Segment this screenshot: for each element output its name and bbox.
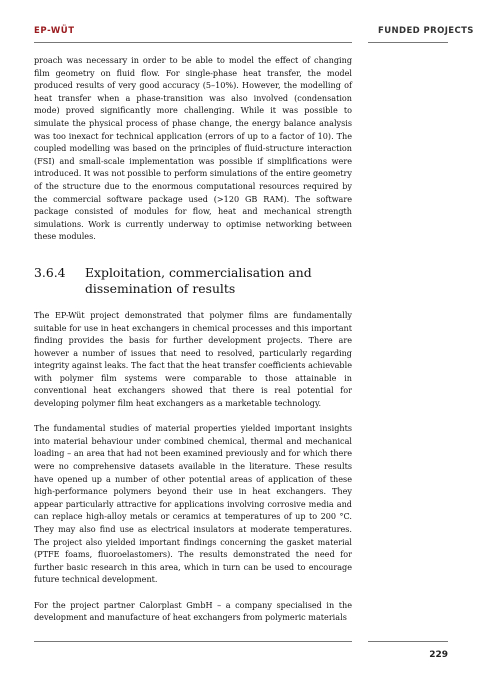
- section-title: Exploitation, commercialisation and dissemination of results: [85, 264, 312, 296]
- header-rule-right: [368, 42, 448, 43]
- paragraph-1: proach was necessary in order to be able to model the effect of changing film geometry on fluid flow. For single-phase heat transfer, the model produced results of very good accuracy (5–10%). However, the modelling of heat transfer when a phase-transition was also involved (condensation mode) proved significantly more challenging. While it was possible to simulate the physical process of phase change, the energy balance analysis was too inexact for technical application (errors of up to a factor of 10). The coupled modelling was based on the principles of fluid-structure interaction (FSI) and small-scale implementation was possible if simplifications were introduced. It was not possible to perform simulations of the entire geometry of the structure due to the enormous computational resources required by the commercial software package used (>120 GB RAM). The software package consisted of modules for flow, heat and mechanical strength simulations. Work is currently underway to optimise networking between these modules.: [34, 55, 352, 242]
- paragraph-2: The EP-Wüt project demonstrated that polymer films are fundamentally suitable for use in heat exchangers in chemical processes and this important finding provides the basis for further development projects. There are however a number of issues that need to resolved, particularly regarding integrity against leaks. The fact that the heat transfer coefficients achievable with polymer film systems were comparable to those attainable in conventional heat exchangers showed that there is real potential for developing polymer film heat exchangers as a marketable technology.: [34, 309, 352, 409]
- section-number: 3.6.4: [34, 264, 66, 280]
- footer-rule-right: [368, 641, 448, 642]
- paragraph-4: For the project partner Calorplast GmbH – a company specialised in the development and manufacture of heat exchangers from polymeric materials: [34, 599, 352, 623]
- running-header-right: FUNDED PROJECTS: [378, 26, 474, 36]
- section-heading: [34, 265, 352, 297]
- header-rule-left: [34, 42, 352, 43]
- paragraph-3: The fundamental studies of material properties yielded important insights into material behaviour under combined chemical, thermal and mechanical loading – an area that had not been examined previously and for which there were no comprehensive datasets available in the literature. These results have opened up a number of other potential areas of application of these high-performance polymers beyond their use in heat exchangers. They appear particularly attractive for applications involving corrosive media and can replace high-alloy metals or ceramics at temperatures of up to 200 °C. They may also find use as electrical insulators at moderate temperatures. The project also yielded important findings concerning the gasket material (PTFE foams, fluoroelastomers). The results demonstrated the need for further basic research in this area, which in turn can be used to encourage future technical development.: [34, 423, 352, 585]
- footer-rule-left: [34, 641, 352, 642]
- running-header-left: EP-WÜT: [34, 26, 75, 36]
- page-number: 229: [429, 650, 448, 660]
- body-text: [34, 54, 352, 624]
